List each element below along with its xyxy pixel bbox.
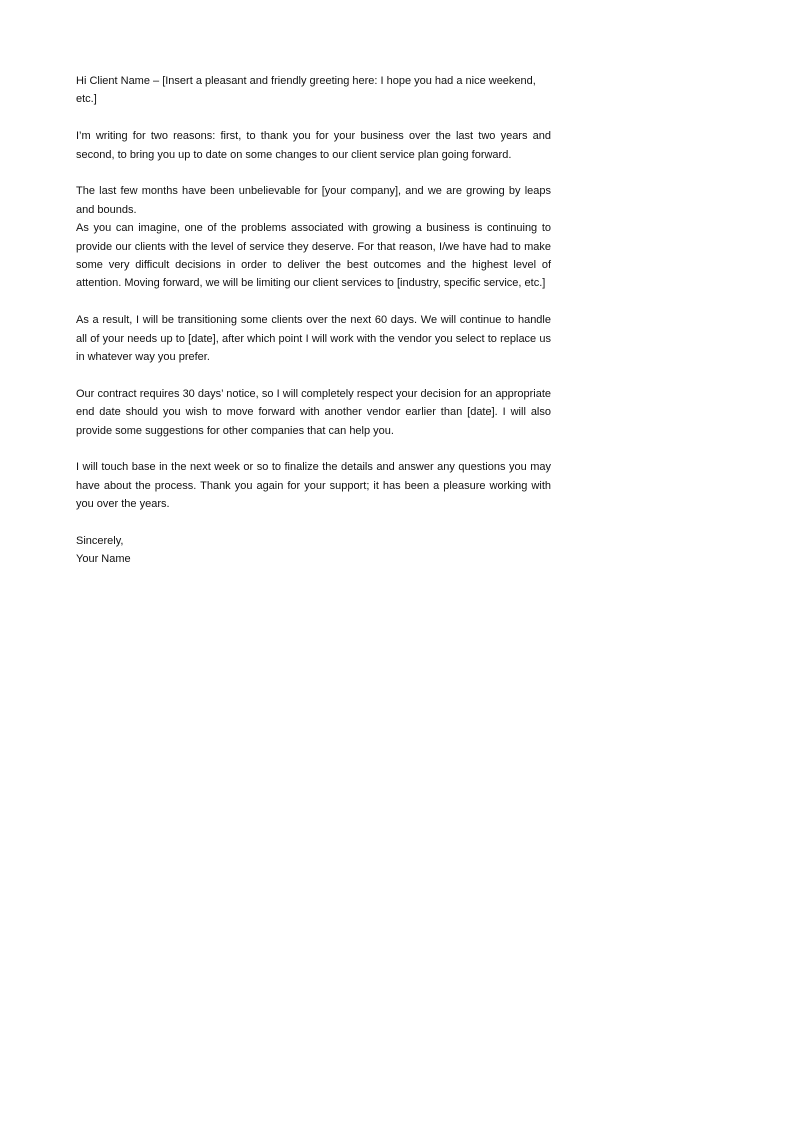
letter-paragraph-transition: As a result, I will be transitioning some clients over the next 60 days. We will continue to handle all of your needs up to [date], after which point I will work with the vendor you select to replace us in whatever way you prefer. — [76, 314, 551, 364]
letter-closing: Sincerely, — [76, 535, 124, 548]
letter-paragraph-followup: I will touch base in the next week or so to finalize the details and answer any questions you may have about the process. Thank you again for your support; it has been a pleasure working with you over the years. — [76, 461, 551, 511]
letter-paragraph-contract: Our contract requires 30 days’ notice, so I will completely respect your decision for an appropriate end date should you wish to move forward with another vendor earlier than [date]. I will also provide some suggestions for other companies that can help you. — [76, 387, 551, 437]
letter-paragraph-service-limits: As you can imagine, one of the problems associated with growing a business is continuing to provide our clients with the level of service they deserve. For that reason, I/we have had to make some very difficult decisions in order to deliver the best outcomes and the highest level of attention. Moving forward, we will be limiting our client services to [industry, specific service, etc.] — [76, 222, 551, 290]
letter-greeting: Hi Client Name – [Insert a pleasant and friendly greeting here: I hope you had a nice weekend, etc.] — [76, 75, 536, 106]
letter-paragraph-reasons: I’m writing for two reasons: first, to thank you for your business over the last two years and second, to bring you up to date on some changes to our client service plan going forward. — [76, 130, 551, 161]
letter-body — [76, 72, 551, 569]
letter-paragraph-growth: The last few months have been unbelievable for [your company], and we are growing by leaps and bounds. — [76, 185, 551, 216]
letter-signature: Your Name — [76, 553, 131, 566]
